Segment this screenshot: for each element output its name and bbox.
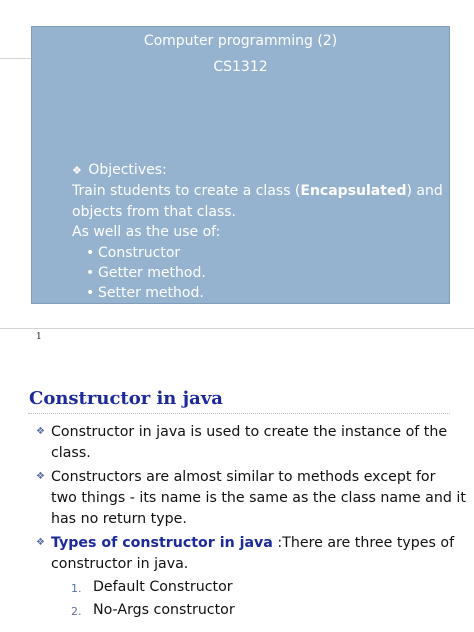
objectives-text — [72, 160, 444, 304]
slide-body — [36, 422, 466, 625]
list-label: Default Constructor — [93, 578, 233, 595]
bullet-label: Constructor — [98, 244, 181, 261]
p3-rest: :There are three types of — [272, 534, 455, 551]
p2-line1: Constructors are almost similar to methods except for — [51, 469, 436, 486]
objectives-panel — [31, 26, 450, 304]
list-number: 1. — [71, 581, 82, 595]
types-heading: Types of constructor in java — [51, 534, 273, 551]
p1-line2: class. — [51, 444, 91, 461]
page-number: 1 — [36, 332, 42, 342]
diamond-bullet-icon: ❖ — [36, 426, 45, 437]
p2-line2: two things - its name is the same as the class name and it — [51, 489, 466, 506]
slide-2 — [0, 360, 474, 632]
objective-bullet — [72, 243, 444, 263]
bullet-dot-icon: • — [86, 244, 95, 261]
line-a-post: ) and — [406, 183, 443, 200]
diamond-bullet-icon: ❖ — [36, 536, 45, 548]
slide-guide-line-top — [0, 58, 31, 59]
line-a-bold: Encapsulated — [300, 183, 407, 200]
objective-bullet — [72, 263, 444, 283]
bullet-dot-icon: • — [86, 265, 95, 282]
line-a-pre: Train students to create a class ( — [72, 183, 301, 200]
diamond-bullet-icon: ❖ — [72, 164, 82, 177]
list-item — [71, 577, 456, 598]
course-code: CS1312 — [213, 59, 268, 75]
p2-line3: has no return type. — [51, 510, 187, 527]
bullet-dot-icon: • — [86, 285, 95, 302]
objectives-heading-line — [72, 160, 444, 181]
diamond-bullet-icon: ❖ — [36, 471, 45, 483]
bullet-paragraph — [36, 422, 456, 464]
objectives-line-b: objects from that class. — [72, 203, 237, 220]
bullet-label: Getter method. — [98, 265, 206, 282]
constructor-types-list — [71, 577, 456, 622]
bullet-paragraph — [36, 467, 466, 529]
list-label: No-Args constructor — [93, 602, 235, 619]
list-item — [71, 600, 456, 621]
bullet-label: Setter method. — [98, 285, 204, 302]
p3-line2: constructor in java. — [51, 555, 189, 572]
list-number: 2. — [71, 605, 82, 619]
title-separator — [28, 413, 450, 414]
p3-line1 — [51, 533, 456, 554]
objectives-line-a — [72, 181, 444, 201]
bullet-paragraph — [36, 533, 456, 621]
slide-guide-line-bottom — [0, 328, 474, 329]
course-title: Computer programming (2) — [143, 33, 338, 49]
objectives-heading: Objectives: — [88, 162, 167, 178]
objective-bullet — [72, 283, 444, 303]
slide-title: Constructor in java — [29, 388, 223, 409]
p1-line1: Constructor in java is used to create the instance of the — [51, 424, 448, 440]
objectives-line-c: As well as the use of: — [72, 224, 221, 241]
